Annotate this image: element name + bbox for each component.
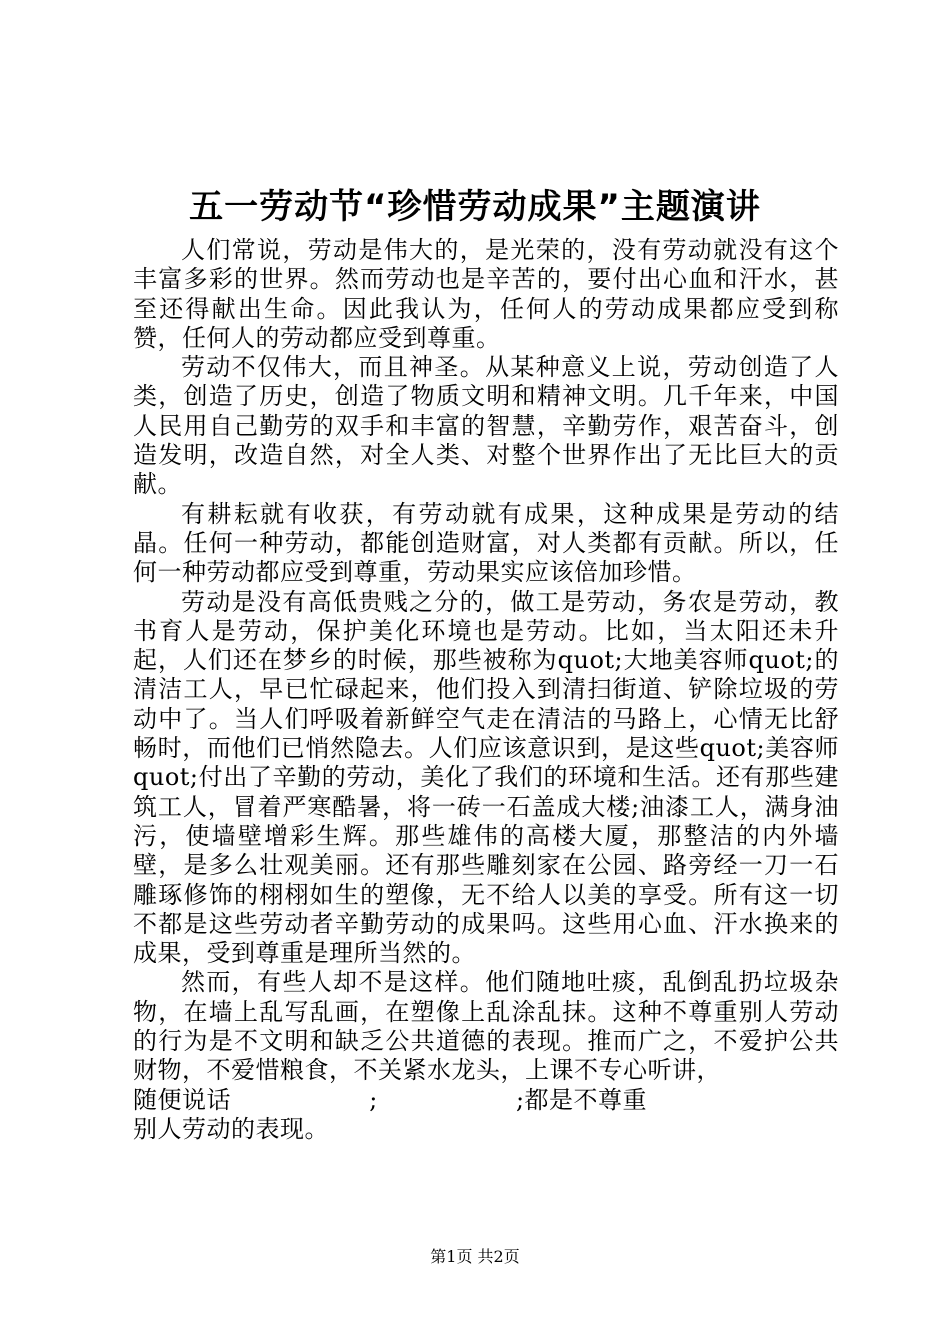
document-title: 五一劳动节“珍惜劳动成果”主题演讲 [189,187,761,227]
paragraph-5-last-line: 别人劳动的表现。 [133,1114,329,1143]
paragraph-4: 劳动是没有高低贵贱之分的，做工是劳动，务农是劳动，教书育人是劳动，保护美化环境也是劳动。比如，当太阳还未升起，人们还在梦乡的时候，那些被称为quot;大地美容师quot;的清洁工人，早已忙碌起来，他们投入到清扫街道、铲除垃圾的劳动中了。当人们呼吸着新鲜空气走在清洁的马路上，心情无比舒畅时，而他们已悄然隐去。人们应该意识到，是这些quot;美容师quot;付出了辛勤的劳动，美化了我们的环境和生活。还有那些建筑工人，冒着严寒酷暑，将一砖一石盖成大楼;油漆工人，满身油污，使墙壁增彩生辉。那些雄伟的高楼大厦，那整洁的内外墙壁，是多么壮观美丽。还有那些雕刻家在公园、路旁经一刀一石雕琢修饰的栩栩如生的塑像，无不给人以美的享受。所有这一切不都是这些劳动者辛勤劳动的成果吗。这些用心血、汗水换来的成果，受到尊重是理所当然的。 [133,587,839,968]
paragraph-5-text: 然而，有些人却不是这样。他们随地吐痰，乱倒乱扔垃圾杂物，在墙上乱写乱画，在塑像上乱涂乱抹。这种不尊重别人劳动的行为是不文明和缺乏公共道德的表现。推而广之，不爱护公共财物，不爱惜粮食，不关紧水龙头，上课不专心听讲， [133,968,839,1085]
paragraph-2: 劳动不仅伟大，而且神圣。从某种意义上说，劳动创造了人类，创造了历史，创造了物质文明和精神文明。几千年来，中国人民用自己勤劳的双手和丰富的智慧，辛勤劳作，艰苦奋斗，创造发明，改造自然，对全人类、对整个世界作出了无比巨大的贡献。 [133,353,839,499]
page-footer: 第1页 共2页 [430,1247,520,1266]
paragraph-5 [133,968,839,1144]
paragraph-5-spaced-line: 随便说话 ; ;都是不尊重 [133,1085,648,1114]
paragraph-1: 人们常说，劳动是伟大的，是光荣的，没有劳动就没有这个丰富多彩的世界。然而劳动也是辛苦的，要付出心血和汗水，甚至还得献出生命。因此我认为，任何人的劳动成果都应受到称赞，任何人的劳动都应受到尊重。 [133,236,839,352]
paragraph-3: 有耕耘就有收获，有劳动就有成果，这种成果是劳动的结晶。任何一种劳动，都能创造财富，对人类都有贡献。所以，任何一种劳动都应受到尊重，劳动果实应该倍加珍惜。 [133,499,839,587]
document-body [133,236,839,1144]
